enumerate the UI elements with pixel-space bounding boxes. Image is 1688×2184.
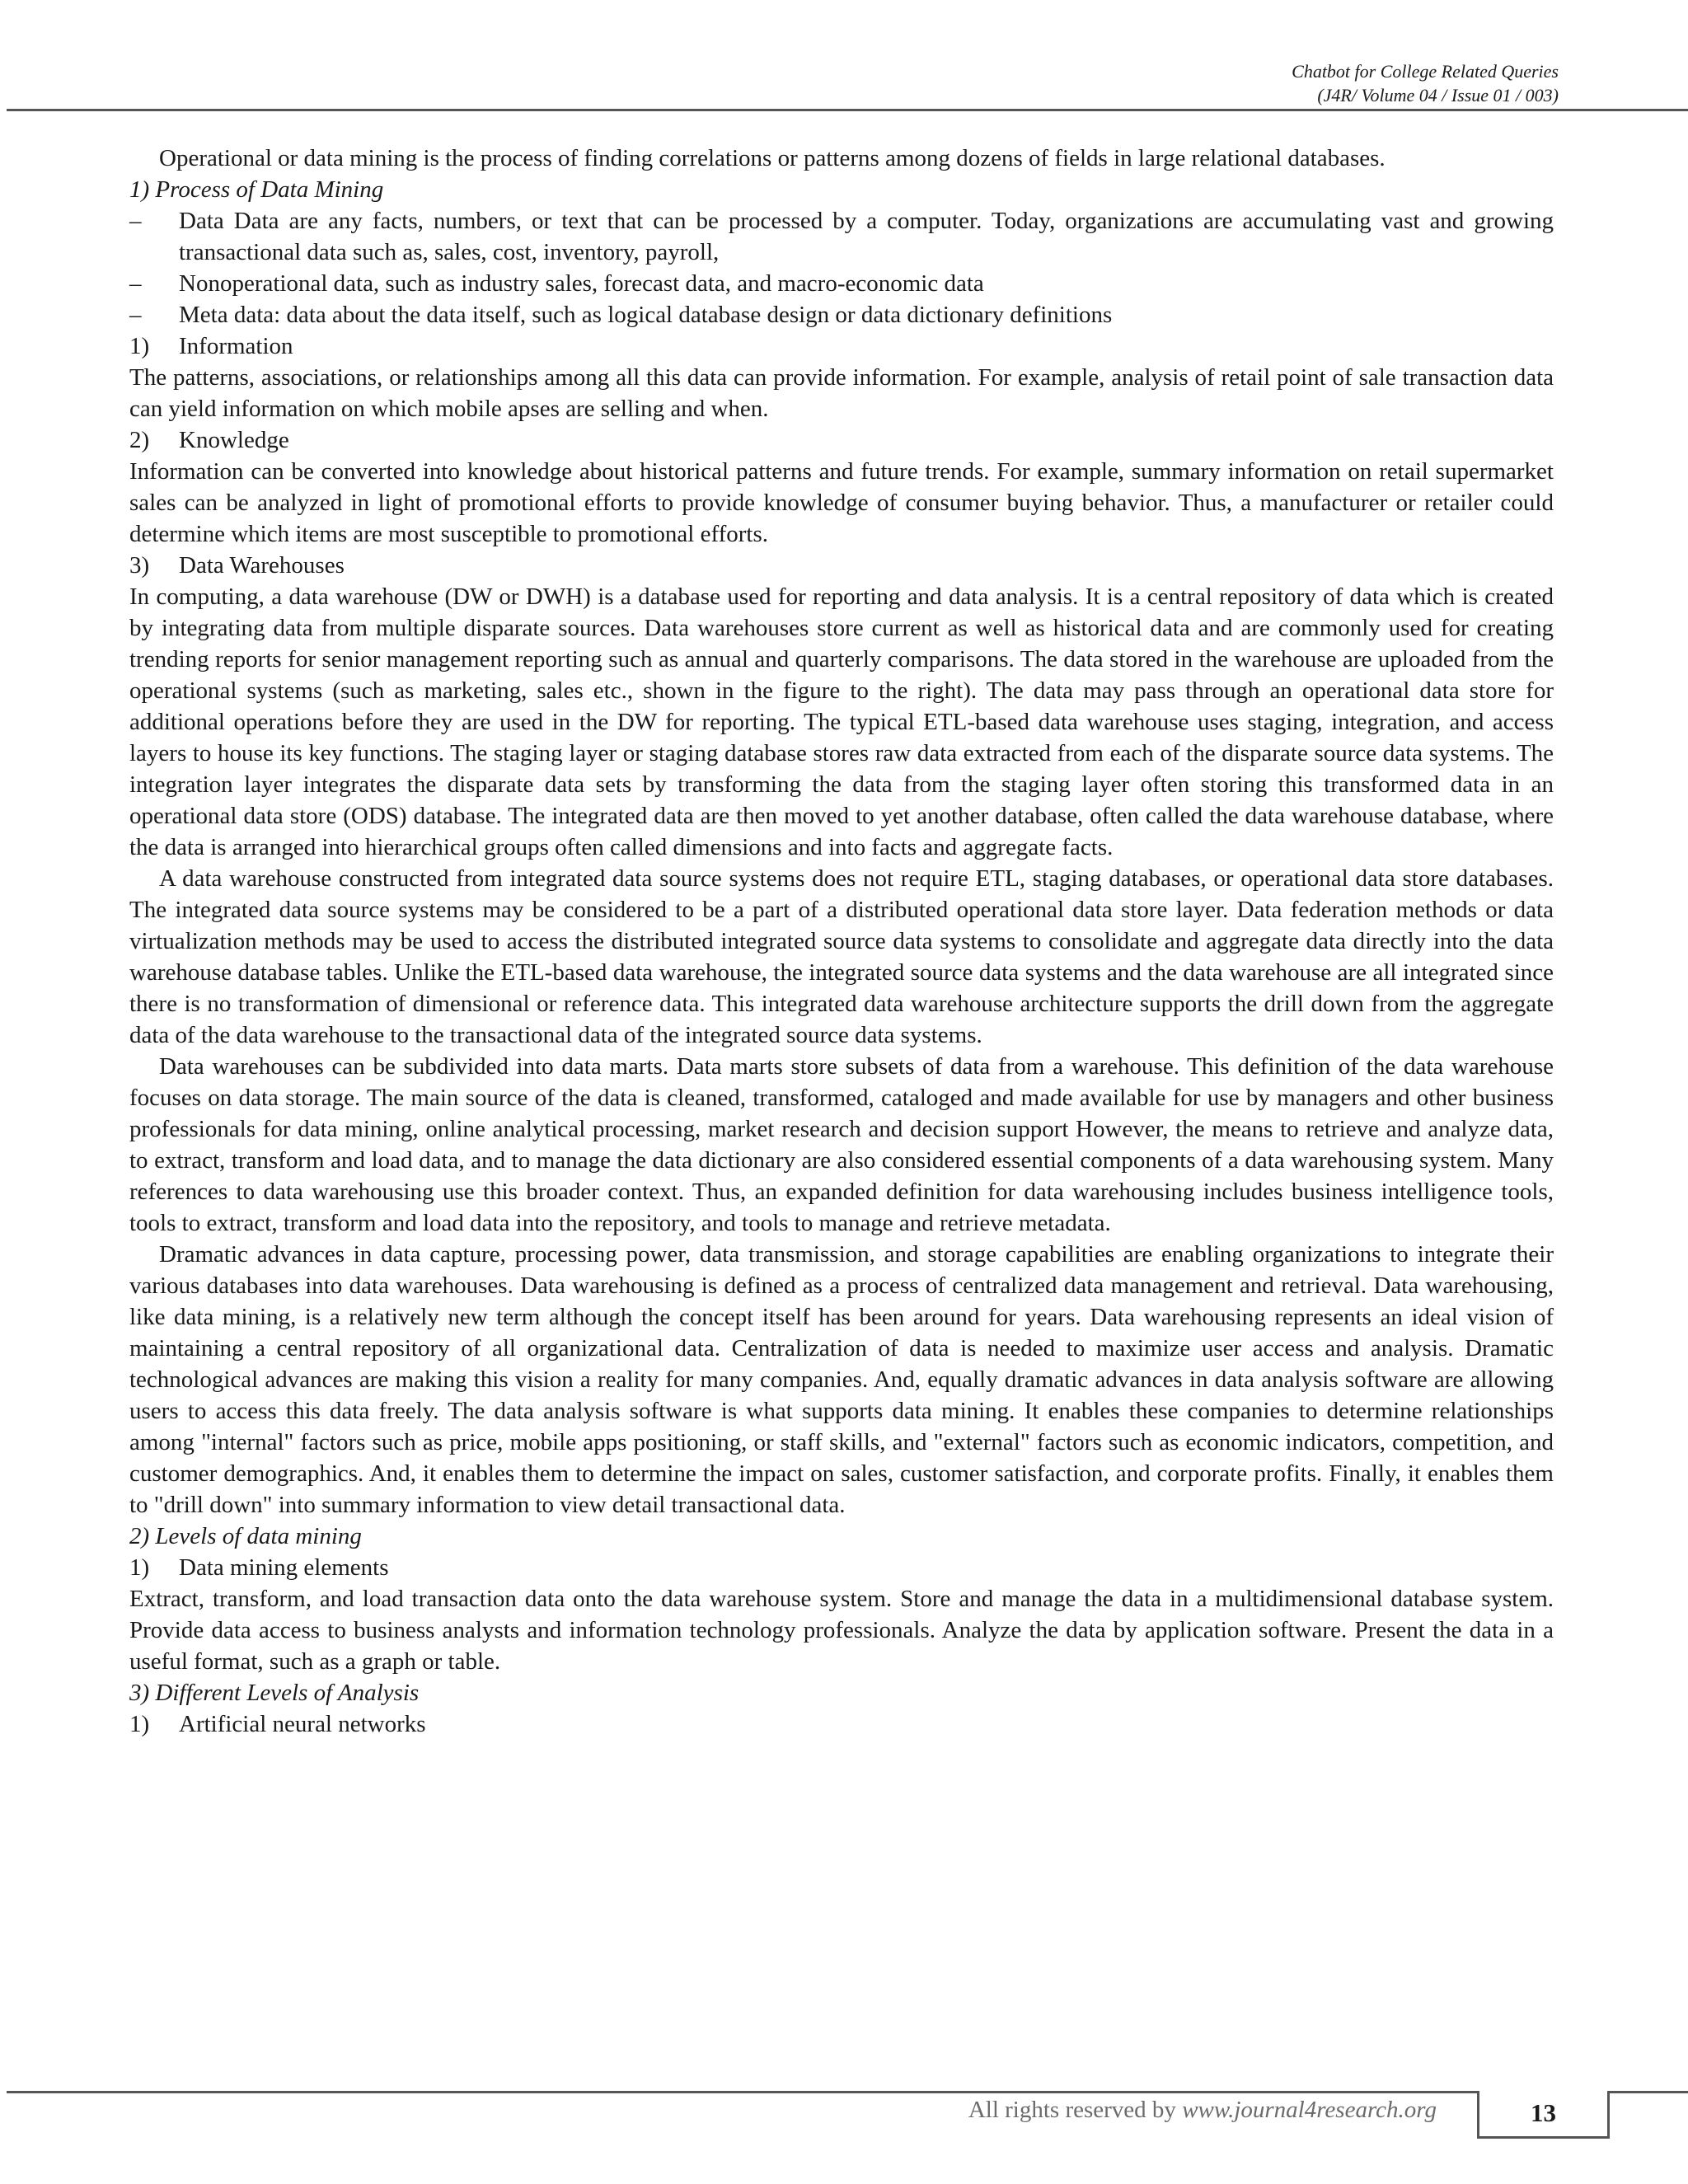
section-heading-analysis: 3) Different Levels of Analysis [129,1680,420,1706]
bullet-text: Data Data are any facts, numbers, or text that can be processed by a computer. Today, organizations are accumulating vast and growing transactional data such as, sales, cost, inventory, payroll, [179,208,1554,265]
paragraph-data-warehouses: In computing, a data warehouse (DW or DWH) is a database used for reporting and data analysis. It is a central repository of data which is created by integrating data from multiple disparate sources. Data warehouses store current as well as historical data and are commonly used for creating trending reports for senior management reporting such as annual and quarterly comparisons. The data stored in the warehouse are uploaded from the operational systems (such as marketing, sales etc., shown in the figure to the right). The data may pass through an operational data store for additional operations before they are used in the DW for reporting. The typical ETL-based data warehouse uses staging, integration, and access layers to house its key functions. The staging layer or staging database stores raw data extracted from each of the disparate source data systems. The integration layer integrates the disparate data sets by transforming the data from the staging layer often storing this transformed data in an operational data store (ODS) database. The integrated data are then moved to yet another database, often called the data warehouse database, where the data is arranged into hierarchical groups often called dimensions and into facts and aggregate facts. [129,583,1554,860]
paragraph-advances: Dramatic advances in data capture, processing power, data transmission, and storage capabilities are enabling organizations to integrate their various databases into data warehouses. Data warehousing is defined as a process of centralized data management and retrieval. Data warehousing, like data mining, is a relatively new term although the concept itself has been around for years. Data warehousing represents an ideal vision of maintaining a central repository of all organizational data. Centralization of data is needed to maximize user access and analysis. Dramatic technological advances are making this vision a reality for many companies. And, equally dramatic advances in data analysis software are allowing users to access this data freely. The data analysis software is what supports data mining. It enables these companies to determine relationships among "internal" factors such as price, mobile apps positioning, or staff skills, and "external" factors such as economic indicators, competition, and customer demographics. And, it enables them to determine the impact on sales, customer satisfaction, and corporate profits. Finally, it enables them to "drill down" into summary information to view detail transactional data. [129,1241,1554,1518]
paragraph-elements: Extract, transform, and load transaction data onto the data warehouse system. Store and manage the data in a multidimensional database system. Provide data access to business analysts and information technology professionals. Analyze the data by application software. Present the data in a useful format, such as a graph or table. [129,1586,1554,1675]
dash-marker: – [129,208,142,234]
bullet-item [129,268,1554,299]
subheading-information [129,330,1554,362]
paragraph-data-marts: Data warehouses can be subdivided into data marts. Data marts store subsets of data from a warehouse. This definition of the data warehouse focuses on data storage. The main source of the data is cleaned, transformed, cataloged and made available for use by managers and other business professionals for data mining, online analytical processing, market research and decision support However, the means to retrieve and analyze data, to extract, transform and load data, and to manage the data dictionary are also considered essential components of a data warehousing system. Many references to data warehousing use this broader context. Thus, an expanded definition for data warehousing includes business intelligence tools, tools to extract, transform and load data into the repository, and tools to manage and retrieve metadata. [129,1053,1554,1236]
item-title: Artificial neural networks [179,1711,426,1737]
item-title: Data Warehouses [179,552,345,579]
header-volume: (J4R/ Volume 04 / Issue 01 / 003) [1317,85,1559,105]
item-title: Information [179,333,293,359]
item-number: 2) [129,427,150,453]
bullet-text: Nonoperational data, such as industry sales, forecast data, and macro-economic data [179,270,984,297]
header-title: Chatbot for College Related Queries [1292,61,1559,82]
dash-marker: – [129,302,142,328]
item-title: Data mining elements [179,1554,389,1581]
bullet-text: Meta data: data about the data itself, such as logical database design or data dictionary definitions [179,302,1113,328]
journal-link[interactable]: www.journal4research.org [1182,2097,1437,2123]
bullet-item [129,205,1554,268]
rights-text: All rights reserved by [968,2097,1183,2123]
subheading-neural-networks [129,1708,1554,1740]
bullet-item [129,299,1554,330]
subheading-data-warehouses [129,550,1554,581]
paragraph-knowledge: Information can be converted into knowledge about historical patterns and future trends. For example, summary information on retail supermarket sales can be analyzed in light of promotional efforts to provide knowledge of consumer buying behavior. Thus, a manufacturer or retailer could determine which items are most susceptible to promotional efforts. [129,458,1554,547]
footer-rights [968,2097,1437,2124]
article-body [129,143,1554,1740]
header-rule [7,109,1688,111]
item-number: 3) [129,552,150,579]
subheading-knowledge [129,424,1554,456]
item-title: Knowledge [179,427,289,453]
subheading-elements [129,1552,1554,1583]
paragraph-information: The patterns, associations, or relationships among all this data can provide information. For example, analysis of retail point of sale transaction data can yield information on which mobile apses are selling and when. [129,364,1554,422]
footer-rule [7,2091,1477,2093]
footer-rule [1610,2091,1688,2093]
paragraph-federation: A data warehouse constructed from integrated data source systems does not require ETL, staging databases, or operational data store databases. The integrated data source systems may be considered to be a part of a distributed operational data store layer. Data federation methods or data virtualization methods may be used to access the distributed integrated source data systems to consolidate and aggregate data directly into the data warehouse database tables. Unlike the ETL-based data warehouse, the integrated source data systems and the data warehouse are all integrated since there is no transformation of dimensional or reference data. This integrated data warehouse architecture supports the drill down from the aggregate data of the data warehouse to the transactional data of the integrated source data systems. [129,865,1554,1048]
running-header [1292,59,1559,107]
section-heading-process: 1) Process of Data Mining [129,176,384,203]
dash-marker: – [129,270,142,297]
item-number: 1) [129,333,150,359]
section-heading-levels: 2) Levels of data mining [129,1523,362,1549]
page-number: 13 [1477,2091,1610,2139]
intro-paragraph: Operational or data mining is the process of finding correlations or patterns among dozens of fields in large relational databases. [159,145,1386,171]
item-number: 1) [129,1554,150,1581]
item-number: 1) [129,1711,150,1737]
